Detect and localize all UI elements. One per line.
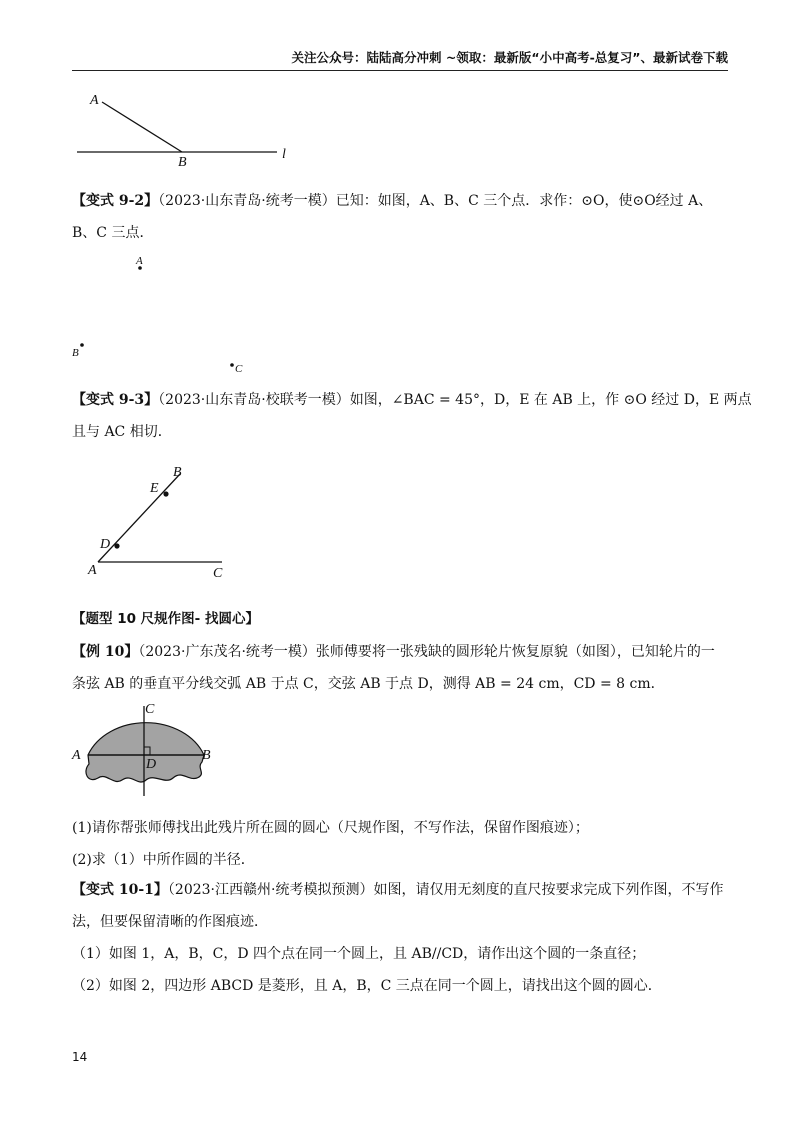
variant-9-3 [72, 384, 752, 448]
variant-text: （2023·江西赣州·统考模拟预测）如图，请仅用无刻度的直尺按要求完成下列作图，不写作 [167, 882, 724, 898]
variant-text-cont: 法，但要保留清晰的作图痕迹． [72, 914, 268, 930]
variant-item-2: （2）如图 2，四边形 ABCD 是菱形，且 A，B，C 三点在同一个圆上，请找出这个圆的圆心． [72, 978, 662, 994]
variant-tag: 【变式 9-3】 [72, 392, 159, 408]
label-l: l [282, 147, 286, 162]
page-number: 14 [72, 1050, 88, 1064]
label-D: D [146, 757, 157, 772]
variant-text-cont: 且与 AC 相切． [72, 424, 172, 440]
label-B: B [202, 748, 211, 763]
variant-text-cont: B、C 三点． [72, 225, 154, 241]
label-E: E [150, 481, 159, 496]
variant-10-1 [72, 874, 732, 1002]
question-2: (2)求（1）中所作圆的半径． [72, 852, 255, 868]
label-B: B [72, 347, 79, 359]
label-D: D [100, 537, 111, 552]
figure-three-points [72, 250, 252, 380]
variant-text: （2023·山东青岛·统考一模）已知：如图，A、B、C 三个点．求作：⊙O，使⊙O经过 A、 [158, 193, 713, 209]
figure-broken-wheel [70, 698, 220, 798]
page-header: 关注公众号：陆陆高分冲刺 ~领取：最新版“小中高考-总复习”、最新试卷下载 [291, 50, 728, 65]
label-A: A [88, 563, 97, 578]
variant-tag: 【变式 9-2】 [72, 193, 159, 209]
example-tag: 【例 10】 [72, 644, 139, 660]
question-1: (1)请你帮张师傅找出此残片所在圆的圆心（尺规作图，不写作法，保留作图痕迹）； [72, 820, 589, 836]
variant-item-1: （1）如图 1，A，B，C，D 四个点在同一个圆上，且 AB//CD，请作出这个圆的一条直径； [72, 946, 646, 962]
label-A: A [136, 255, 143, 267]
example-text-cont: 条弦 AB 的垂直平分线交弧 AB 于点 C，交弦 AB 于点 D，测得 AB = 24 cm，CD = 8 cm． [72, 676, 665, 692]
figure-line-l [72, 88, 302, 173]
label-B: B [178, 155, 187, 170]
variant-tag: 【变式 10-1】 [72, 882, 168, 898]
label-B: B [173, 465, 182, 480]
label-C: C [213, 566, 223, 581]
example-text: （2023·广东茂名·统考一模）张师傅要将一张残缺的圆形轮片恢复原貌（如图），已知轮片的一 [138, 644, 715, 660]
example-10 [72, 636, 732, 700]
figure-angle-bac [80, 460, 240, 585]
label-C: C [235, 363, 243, 375]
label-A: A [72, 748, 81, 763]
label-A: A [90, 93, 99, 108]
section-title: 【题型 10 尺规作图- 找圆心】 [72, 611, 259, 627]
label-C: C [145, 702, 155, 717]
variant-9-2 [72, 185, 732, 249]
variant-text: （2023·山东青岛·校联考一模）如图，∠BAC = 45°，D，E 在 AB 上，作 ⊙O 经过 D，E 两点 [158, 392, 752, 408]
header-rule [72, 70, 728, 71]
